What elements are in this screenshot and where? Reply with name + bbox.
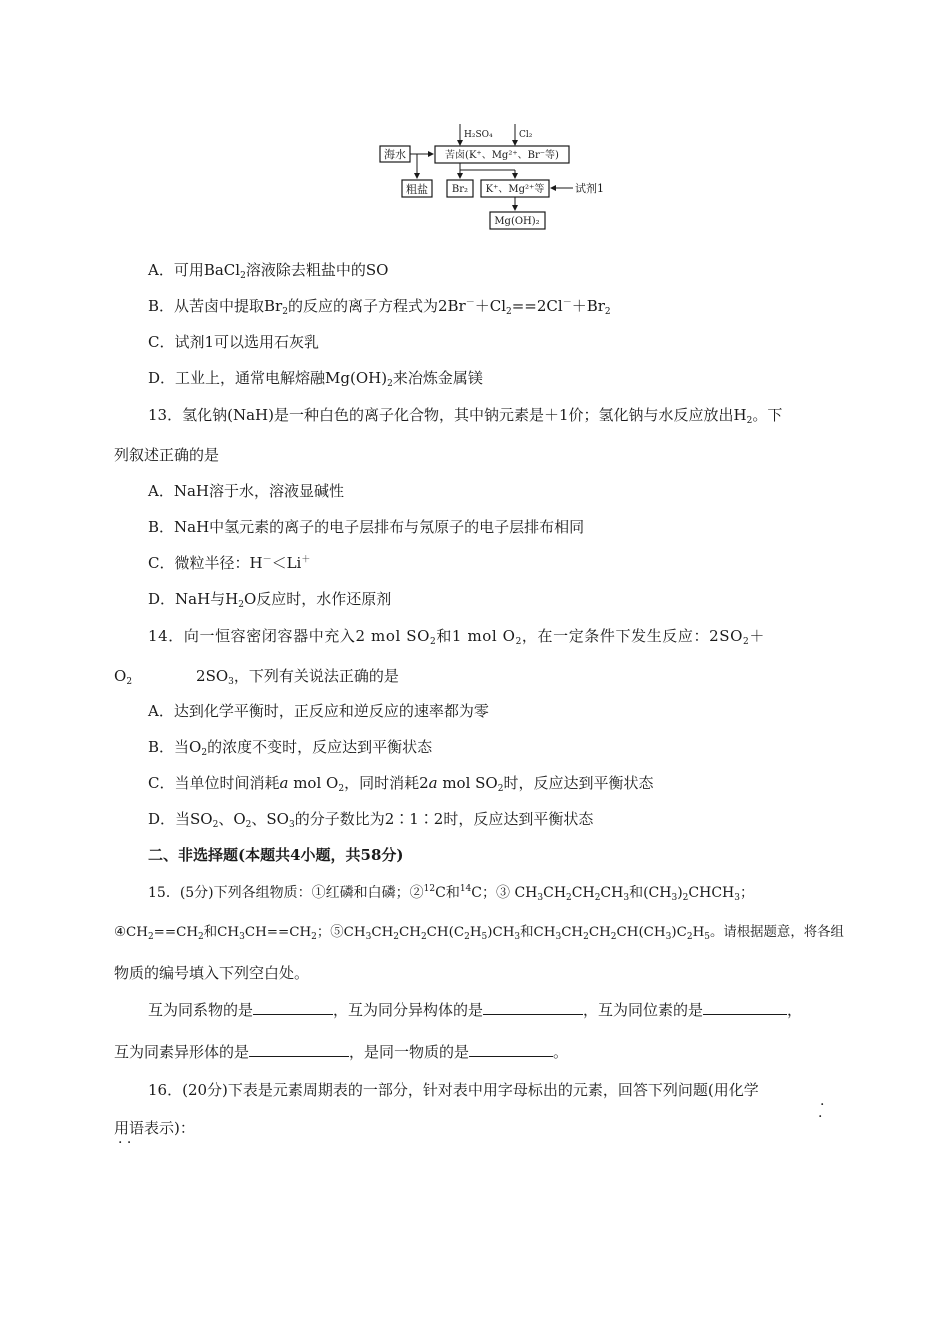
- emphasis-dots-1: ·: [820, 1097, 825, 1113]
- q15-line1: 15．(5分)下列各组物质：①红磷和白磷；②$^{12}$C和$^{14}$C；③ $CH_3CH_2CH_2CH_3$和$(CH_3)_2CHCH_3$；: [148, 884, 754, 903]
- q12-option-d: D．工业上，通常电解熔融$Mg(OH)_2$来冶炼金属镁: [148, 369, 483, 389]
- k-mg-label: K⁺、Mg²⁺等: [485, 184, 545, 195]
- q16-line1: 16．(20分)下表是元素周期表的一部分，针对表中用字母标出的元素，回答下列问题(用化学: [148, 1081, 759, 1099]
- emphasis-dots-2: ·: [818, 1109, 823, 1125]
- q13-option-b: B．NaH中氢元素的离子的电子层排布与氖原子的电子层排布相同: [148, 518, 585, 536]
- seawater-processing-diagram: [375, 118, 615, 238]
- mgoh2-label: Mg(OH)₂: [494, 216, 540, 227]
- bittern-label: 苦卤(K⁺、Mg²⁺、Br⁻等): [445, 150, 559, 161]
- reagent-label: 试剂1: [575, 182, 604, 195]
- q13-stem-line1: 13．氢化钠(NaH)是一种白色的离子化合物，其中钠元素是＋1价；氢化钠与水反应放出$H_2$。下: [148, 406, 783, 426]
- blank-allotrope[interactable]: [249, 1042, 349, 1057]
- cl2-label: Cl₂: [519, 130, 533, 140]
- q16-line2: 用语表示)：: [114, 1119, 195, 1137]
- q13-option-c: C．微粒半径：H－＜Li＋: [148, 554, 311, 572]
- seawater-label: 海水: [384, 148, 406, 161]
- q14-stem-line2: $O_2$ $2SO_3$，下列有关说法正确的是: [114, 667, 399, 687]
- q14-option-d: D．当$SO_2$、$O_2$、$SO_3$的分子数比为2∶1∶2时，反应达到平衡状态: [148, 810, 594, 830]
- q14-option-c: C．当单位时间消耗a mol $O_2$，同时消耗2a mol $SO_2$时，反应达到平衡状态: [148, 774, 654, 794]
- q15-line5: 互为同素异形体的是 ，是同一物质的是 。: [114, 1043, 569, 1061]
- blank-same-substance[interactable]: [469, 1042, 553, 1057]
- q14-option-b: B．当$O_2$的浓度不变时，反应达到平衡状态: [148, 738, 433, 758]
- blank-isomer[interactable]: [483, 1000, 583, 1015]
- br2-label: Br₂: [451, 184, 469, 195]
- q15-line3: 物质的编号填入下列空白处。: [114, 964, 310, 982]
- q12-option-b: B．从苦卤中提取$Br_2$的反应的离子方程式为$2Br^-+Cl_2==2Cl^-+Br_2$: [148, 297, 611, 317]
- q13-option-d: D．NaH与$H_2O$反应时，水作还原剂: [148, 590, 392, 610]
- q14-stem-line1: 14．向一恒容密闭容器中充入2 mol $SO_2$和1 mol $O_2$，在一定条件下发生反应：$2SO_2+$: [148, 627, 765, 647]
- blank-homolog[interactable]: [253, 1000, 333, 1015]
- q13-option-a: A．NaH溶于水，溶液显碱性: [148, 482, 344, 500]
- q15-line2: $④CH_2==CH_2$和$CH_3CH==CH_2$；$⑤CH_3CH_2CH_2CH(C_2H_5)CH_3$和$CH_3CH_2CH_2CH(CH_3)C_2H_5$。请根据题意，将各组: [114, 925, 844, 942]
- q14-option-a: A．达到化学平衡时，正反应和逆反应的速率都为零: [148, 702, 489, 720]
- emphasis-dots-3: · ·: [118, 1135, 132, 1151]
- h2so4-label: H₂SO₄: [464, 130, 493, 140]
- q12-option-a: A．可用BaCl$_2$溶液除去粗盐中的SO: [148, 261, 389, 281]
- blank-isotope[interactable]: [703, 1000, 787, 1015]
- section-heading: 二、非选择题(本题共4小题，共58分): [148, 846, 404, 864]
- q15-line4: 互为同系物的是 ，互为同分异构体的是 ，互为同位素的是 ，: [148, 1001, 803, 1019]
- crude-salt-label: 粗盐: [406, 183, 428, 196]
- q13-stem-line2: 列叙述正确的是: [114, 446, 220, 464]
- q12-option-c: C．试剂1可以选用石灰乳: [148, 333, 320, 351]
